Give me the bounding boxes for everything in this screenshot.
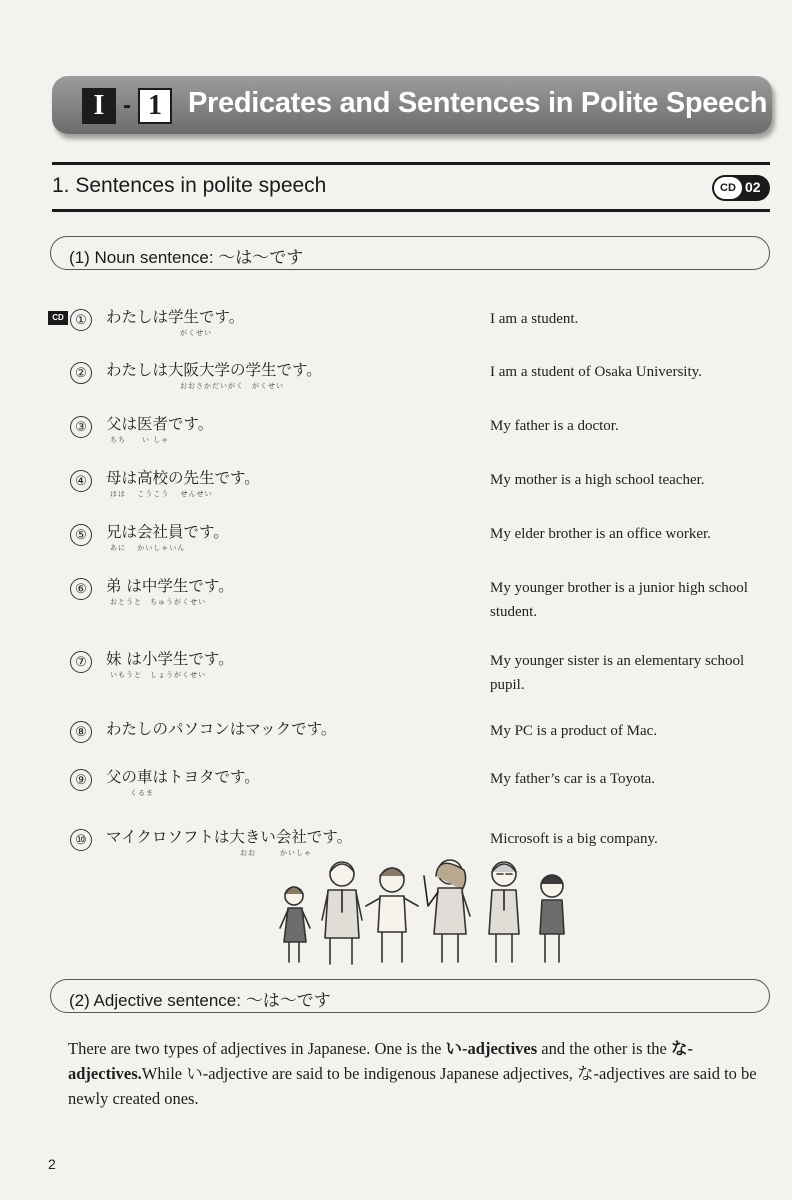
girl-figure [280, 887, 310, 962]
paragraph-term-na-adjectives: な-adjectives. [68, 1039, 693, 1083]
japanese-sentence: 母は高校の先生です。 [106, 469, 260, 487]
sentence-number: ② [70, 362, 92, 384]
chapter-banner [52, 76, 772, 134]
furigana-reading: おおさかだいがく がくせい [180, 382, 284, 390]
section-top-rule [52, 162, 770, 165]
subsection-title: (1) Noun sentence: ～は～です [69, 248, 304, 267]
furigana-reading: はは こうこう せんせい [110, 490, 213, 498]
chapter-number-box: 1 [138, 88, 172, 124]
section-title: 1. Sentences in polite speech [52, 174, 327, 197]
page-number: 2 [48, 1156, 56, 1172]
english-translation: My mother is a high school teacher. [490, 472, 705, 488]
japanese-sentence: 父の車はトヨタです。 [106, 768, 260, 786]
english-translation: My younger brother is a junior high school student. [490, 580, 748, 620]
paragraph-text: There are two types of adjectives in Japanese. One is the [68, 1039, 446, 1058]
subsection-title: (2) Adjective sentence: ～は～です [69, 991, 331, 1010]
paragraph-term-i-adjectives: い-adjectives [445, 1039, 538, 1058]
english-translation: My father is a doctor. [490, 418, 619, 434]
sentence-number: ④ [70, 470, 92, 492]
cd-track-badge [712, 175, 770, 201]
furigana-reading: おとうと ちゅうがくせい [110, 598, 206, 606]
furigana-reading: がくせい [180, 329, 212, 337]
furigana-reading: あに かいしゃいん [110, 544, 186, 552]
english-translation: My father’s car is a Toyota. [490, 771, 656, 787]
furigana-reading: くるま [130, 789, 154, 797]
japanese-sentence: 弟 は中学生です。 [106, 577, 234, 595]
younger-brother-figure [540, 875, 564, 962]
man-with-glasses-figure [489, 862, 519, 962]
sentence-number: ⑦ [70, 651, 92, 673]
mother-figure [424, 860, 470, 962]
sentence-number: ① [70, 309, 92, 331]
cd-track-number: 02 [745, 179, 761, 195]
english-translation: My younger sister is an elementary school pupil. [490, 653, 745, 693]
sentence-number: ⑩ [70, 829, 92, 851]
paragraph-text: and the other is the [537, 1039, 671, 1058]
japanese-sentence: わたしは学生です。 [106, 308, 245, 326]
english-translation: Microsoft is a big company. [490, 831, 658, 847]
chapter-part-box: I [82, 88, 116, 124]
sentence-number: ⑧ [70, 721, 92, 743]
japanese-sentence: 兄は会社員です。 [106, 523, 229, 541]
sentence-number: ⑥ [70, 578, 92, 600]
section-bottom-rule [52, 209, 770, 212]
japanese-sentence: わたしのパソコンはマックです。 [106, 720, 337, 738]
chapter-title: Predicates and Sentences in Polite Speech [188, 87, 768, 119]
japanese-sentence: 父は医者です。 [106, 415, 214, 433]
english-translation: I am a student of Osaka University. [490, 364, 702, 380]
adjective-intro-paragraph [68, 1036, 774, 1111]
cd-icon: CD [714, 177, 742, 199]
english-translation: My elder brother is an office worker. [490, 526, 711, 542]
chapter-dash: - [123, 92, 131, 119]
sentence-number: ③ [70, 416, 92, 438]
japanese-sentence: わたしは大阪大学の学生です。 [106, 361, 322, 379]
english-translation: My PC is a product of Mac. [490, 723, 658, 739]
subsection-noun-sentence [50, 236, 770, 270]
father-figure [322, 862, 362, 964]
japanese-sentence: 妹 は小学生です。 [106, 650, 234, 668]
family-illustration [272, 852, 578, 968]
sentence-number: ⑨ [70, 769, 92, 791]
brother-figure [366, 868, 418, 962]
sentence-number: ⑤ [70, 524, 92, 546]
cd-marker-icon: CD [48, 311, 68, 325]
furigana-reading: ちち い しゃ [110, 436, 170, 444]
furigana-reading: いもうと しょうがくせい [110, 671, 206, 679]
furigana-reading: おお かいしゃ [240, 849, 312, 857]
japanese-sentence: マイクロソフトは大きい会社です。 [106, 828, 353, 846]
paragraph-text: While い-adjective are said to be indigenous Japanese adjectives, な-adjectives are said to be newly created ones. [68, 1064, 757, 1108]
subsection-adjective-sentence [50, 979, 770, 1013]
english-translation: I am a student. [490, 311, 579, 327]
